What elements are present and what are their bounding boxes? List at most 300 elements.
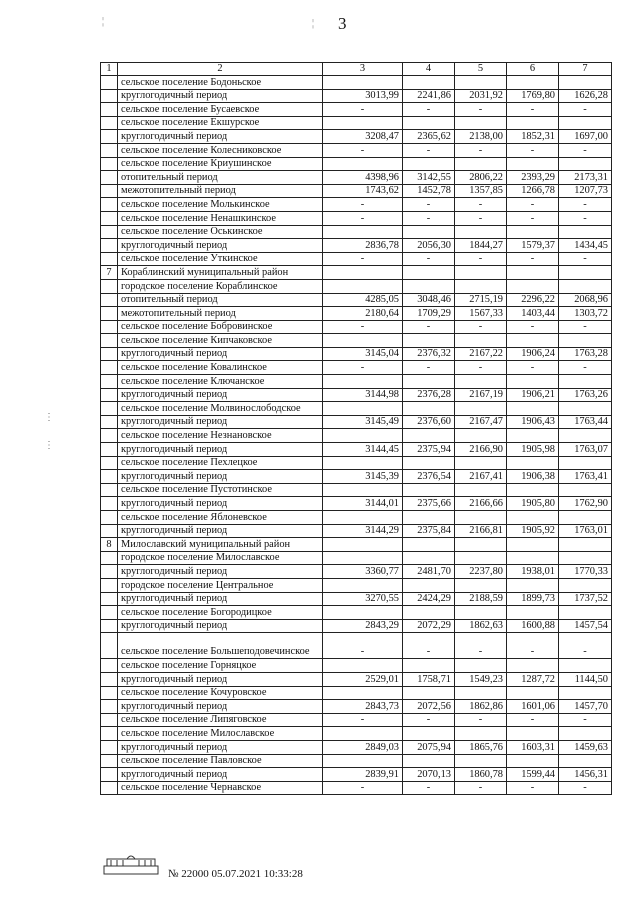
value-cell: 1626,28 — [559, 89, 612, 103]
value-cell — [455, 375, 507, 389]
value-cell: - — [559, 198, 612, 212]
row-index-cell — [101, 89, 118, 103]
header-cell: 7 — [559, 63, 612, 76]
row-index-cell — [101, 293, 118, 307]
value-cell — [455, 279, 507, 293]
value-cell — [323, 659, 403, 673]
value-cell — [559, 456, 612, 470]
row-index-cell — [101, 672, 118, 686]
value-cell: 2166,66 — [455, 497, 507, 511]
row-name-cell: сельское поселение Пустотинское — [118, 483, 323, 497]
value-cell: 3145,49 — [323, 415, 403, 429]
stamp-logo-icon — [103, 853, 159, 875]
value-cell — [323, 266, 403, 280]
table-row — [101, 443, 612, 457]
value-cell — [559, 686, 612, 700]
row-index-cell — [101, 252, 118, 266]
header-cell: 1 — [101, 63, 118, 76]
value-cell: - — [323, 633, 403, 659]
value-cell — [455, 266, 507, 280]
value-cell: 2806,22 — [455, 171, 507, 185]
row-index-cell — [101, 713, 118, 727]
value-cell — [403, 76, 455, 90]
table-row — [101, 76, 612, 90]
value-cell — [323, 76, 403, 90]
row-name-cell: круглогодичный период — [118, 415, 323, 429]
row-index-cell — [101, 740, 118, 754]
value-cell — [559, 225, 612, 239]
table-row — [101, 103, 612, 117]
value-cell — [323, 511, 403, 525]
value-cell: 2376,32 — [403, 347, 455, 361]
value-cell — [507, 402, 559, 416]
table-row — [101, 279, 612, 293]
value-cell: 1579,37 — [507, 239, 559, 253]
value-cell: - — [559, 320, 612, 334]
row-index-cell — [101, 279, 118, 293]
table-row — [101, 483, 612, 497]
value-cell: - — [403, 198, 455, 212]
margin-mark: ⋮ — [44, 440, 54, 451]
value-cell — [323, 279, 403, 293]
value-cell: 1862,86 — [455, 700, 507, 714]
value-cell — [403, 659, 455, 673]
table-row — [101, 415, 612, 429]
value-cell — [559, 727, 612, 741]
value-cell — [559, 511, 612, 525]
row-name-cell: Кораблинский муниципальный район — [118, 266, 323, 280]
value-cell: - — [559, 143, 612, 157]
row-name-cell: круглогодичный период — [118, 768, 323, 782]
row-index-cell — [101, 456, 118, 470]
value-cell: 2167,22 — [455, 347, 507, 361]
tariff-table — [100, 62, 612, 795]
value-cell — [507, 266, 559, 280]
value-cell: 3142,55 — [403, 171, 455, 185]
value-cell: 2241,86 — [403, 89, 455, 103]
value-cell — [559, 483, 612, 497]
row-index-cell — [101, 171, 118, 185]
value-cell: - — [455, 320, 507, 334]
table-row — [101, 429, 612, 443]
value-cell: 1357,85 — [455, 184, 507, 198]
value-cell: 1603,31 — [507, 740, 559, 754]
value-cell — [507, 456, 559, 470]
row-index-cell — [101, 307, 118, 321]
row-name-cell: круглогодичный период — [118, 239, 323, 253]
header-cell: 3 — [323, 63, 403, 76]
value-cell: - — [455, 633, 507, 659]
value-cell — [403, 511, 455, 525]
value-cell: 1865,76 — [455, 740, 507, 754]
value-cell — [403, 116, 455, 130]
value-cell — [559, 429, 612, 443]
value-cell: 3144,01 — [323, 497, 403, 511]
value-cell — [403, 686, 455, 700]
value-cell: - — [507, 103, 559, 117]
row-name-cell: круглогодичный период — [118, 672, 323, 686]
value-cell — [507, 538, 559, 552]
row-name-cell: сельское поселение Бусаевское — [118, 103, 323, 117]
value-cell: 2375,84 — [403, 524, 455, 538]
value-cell: - — [507, 211, 559, 225]
value-cell — [323, 686, 403, 700]
row-name-cell: сельское поселение Молвинослободское — [118, 402, 323, 416]
value-cell — [559, 754, 612, 768]
row-name-cell: круглогодичный период — [118, 700, 323, 714]
row-name-cell: сельское поселение Горняцкое — [118, 659, 323, 673]
row-index-cell — [101, 184, 118, 198]
row-name-cell: круглогодичный период — [118, 443, 323, 457]
value-cell — [559, 266, 612, 280]
table-row — [101, 388, 612, 402]
value-cell: - — [507, 633, 559, 659]
row-name-cell: сельское поселение Яблоневское — [118, 511, 323, 525]
table-row — [101, 551, 612, 565]
row-index-cell — [101, 388, 118, 402]
row-name-cell: сельское поселение Бобровинское — [118, 320, 323, 334]
value-cell: - — [403, 252, 455, 266]
row-name-cell: круглогодичный период — [118, 740, 323, 754]
value-cell: 2167,47 — [455, 415, 507, 429]
value-cell: 1860,78 — [455, 768, 507, 782]
value-cell: 3208,47 — [323, 130, 403, 144]
value-cell — [559, 375, 612, 389]
value-cell — [323, 538, 403, 552]
row-name-cell: круглогодичный период — [118, 347, 323, 361]
row-index-cell — [101, 239, 118, 253]
value-cell — [323, 727, 403, 741]
value-cell — [507, 606, 559, 620]
table-row — [101, 592, 612, 606]
row-index-cell — [101, 578, 118, 592]
value-cell — [507, 334, 559, 348]
value-cell: - — [559, 781, 612, 795]
table-row — [101, 565, 612, 579]
value-cell: 2836,78 — [323, 239, 403, 253]
value-cell — [323, 402, 403, 416]
row-index-cell — [101, 619, 118, 633]
row-index-cell — [101, 659, 118, 673]
header-cell: 6 — [507, 63, 559, 76]
row-name-cell: отопительный период — [118, 293, 323, 307]
value-cell — [323, 754, 403, 768]
value-cell — [455, 578, 507, 592]
row-index-cell — [101, 592, 118, 606]
value-cell: 2839,91 — [323, 768, 403, 782]
value-cell: - — [455, 198, 507, 212]
row-index-cell — [101, 225, 118, 239]
value-cell — [507, 686, 559, 700]
row-index-cell — [101, 143, 118, 157]
table-row — [101, 402, 612, 416]
value-cell: 1459,63 — [559, 740, 612, 754]
value-cell: 2031,92 — [455, 89, 507, 103]
row-name-cell: сельское поселение Кипчаковское — [118, 334, 323, 348]
value-cell: 2365,62 — [403, 130, 455, 144]
table-row — [101, 700, 612, 714]
value-cell: 4398,96 — [323, 171, 403, 185]
row-name-cell: круглогодичный период — [118, 565, 323, 579]
table-row — [101, 511, 612, 525]
table-row — [101, 116, 612, 130]
value-cell: 1852,31 — [507, 130, 559, 144]
value-cell: 1457,54 — [559, 619, 612, 633]
row-name-cell: сельское поселение Екшурское — [118, 116, 323, 130]
value-cell: 1770,33 — [559, 565, 612, 579]
row-name-cell: круглогодичный период — [118, 497, 323, 511]
value-cell: 1762,90 — [559, 497, 612, 511]
value-cell: - — [559, 103, 612, 117]
row-index-cell — [101, 727, 118, 741]
value-cell: 1697,00 — [559, 130, 612, 144]
value-cell: - — [455, 252, 507, 266]
value-cell — [323, 225, 403, 239]
value-cell: 3013,99 — [323, 89, 403, 103]
table-row — [101, 239, 612, 253]
value-cell — [323, 578, 403, 592]
row-name-cell: сельское поселение Милославское — [118, 727, 323, 741]
value-cell: - — [507, 361, 559, 375]
value-cell — [559, 659, 612, 673]
value-cell: 1601,06 — [507, 700, 559, 714]
value-cell — [403, 375, 455, 389]
value-cell: 3144,45 — [323, 443, 403, 457]
value-cell: 1763,26 — [559, 388, 612, 402]
table-row — [101, 266, 612, 280]
table-row — [101, 184, 612, 198]
row-index-cell — [101, 347, 118, 361]
row-index-cell — [101, 700, 118, 714]
margin-mark: ⋮ — [44, 412, 54, 423]
row-index-cell — [101, 551, 118, 565]
value-cell — [507, 116, 559, 130]
value-cell — [455, 76, 507, 90]
row-name-cell: городское поселение Кораблинское — [118, 279, 323, 293]
row-index-cell — [101, 768, 118, 782]
value-cell — [403, 279, 455, 293]
table-row — [101, 211, 612, 225]
value-cell: - — [559, 211, 612, 225]
value-cell — [507, 659, 559, 673]
value-cell: 2376,60 — [403, 415, 455, 429]
value-cell — [455, 225, 507, 239]
value-cell — [455, 511, 507, 525]
row-index-cell — [101, 606, 118, 620]
row-index-cell — [101, 524, 118, 538]
value-cell: 1769,80 — [507, 89, 559, 103]
value-cell: - — [403, 143, 455, 157]
value-cell: 2138,00 — [455, 130, 507, 144]
value-cell: 3270,55 — [323, 592, 403, 606]
value-cell — [559, 606, 612, 620]
row-index-cell — [101, 483, 118, 497]
row-name-cell: сельское поселение Кочуровское — [118, 686, 323, 700]
row-index-cell — [101, 103, 118, 117]
row-index-cell — [101, 157, 118, 171]
value-cell: 1763,28 — [559, 347, 612, 361]
table-row — [101, 307, 612, 321]
row-name-cell: сельское поселение Колесниковское — [118, 143, 323, 157]
value-cell: - — [323, 781, 403, 795]
value-cell — [559, 157, 612, 171]
value-cell: - — [507, 320, 559, 334]
value-cell: - — [323, 211, 403, 225]
row-index-cell — [101, 686, 118, 700]
value-cell — [455, 551, 507, 565]
value-cell: - — [323, 103, 403, 117]
table-row — [101, 606, 612, 620]
row-name-cell: сельское поселение Ключанское — [118, 375, 323, 389]
value-cell: 1905,92 — [507, 524, 559, 538]
row-name-cell: круглогодичный период — [118, 592, 323, 606]
row-name-cell: сельское поселение Криушинское — [118, 157, 323, 171]
value-cell: 2173,31 — [559, 171, 612, 185]
value-cell — [455, 456, 507, 470]
value-cell: 1906,38 — [507, 470, 559, 484]
value-cell — [559, 551, 612, 565]
value-cell — [403, 334, 455, 348]
header-cell: 5 — [455, 63, 507, 76]
row-name-cell: сельское поселение Оськинское — [118, 225, 323, 239]
value-cell: - — [323, 198, 403, 212]
value-cell — [455, 727, 507, 741]
value-cell: 2075,94 — [403, 740, 455, 754]
row-name-cell: городское поселение Центральное — [118, 578, 323, 592]
table-row — [101, 633, 612, 659]
value-cell — [403, 483, 455, 497]
value-cell: 3144,29 — [323, 524, 403, 538]
value-cell — [455, 659, 507, 673]
row-index-cell — [101, 429, 118, 443]
value-cell: - — [455, 143, 507, 157]
value-cell: 1844,27 — [455, 239, 507, 253]
value-cell: 2529,01 — [323, 672, 403, 686]
value-cell — [403, 225, 455, 239]
value-cell: 1905,98 — [507, 443, 559, 457]
value-cell: 1763,01 — [559, 524, 612, 538]
table-row — [101, 334, 612, 348]
margin-mark: ¦ — [102, 16, 105, 27]
table-row — [101, 470, 612, 484]
row-index-cell — [101, 754, 118, 768]
row-name-cell: круглогодичный период — [118, 619, 323, 633]
value-cell: 1938,01 — [507, 565, 559, 579]
row-name-cell: круглогодичный период — [118, 470, 323, 484]
value-cell — [323, 157, 403, 171]
value-cell — [507, 511, 559, 525]
value-cell — [403, 266, 455, 280]
value-cell — [323, 483, 403, 497]
value-cell: 2843,73 — [323, 700, 403, 714]
value-cell — [455, 116, 507, 130]
table-row — [101, 538, 612, 552]
table-row — [101, 143, 612, 157]
value-cell: 1144,50 — [559, 672, 612, 686]
table-row — [101, 497, 612, 511]
value-cell — [455, 157, 507, 171]
value-cell: - — [559, 252, 612, 266]
value-cell: 3048,46 — [403, 293, 455, 307]
value-cell: 2167,41 — [455, 470, 507, 484]
header-cell: 4 — [403, 63, 455, 76]
value-cell — [455, 429, 507, 443]
value-cell: 2072,29 — [403, 619, 455, 633]
value-cell — [559, 538, 612, 552]
value-cell: - — [323, 143, 403, 157]
value-cell: - — [323, 320, 403, 334]
table-row — [101, 320, 612, 334]
row-index-cell — [101, 334, 118, 348]
table-row — [101, 754, 612, 768]
value-cell — [559, 402, 612, 416]
value-cell — [559, 334, 612, 348]
value-cell — [455, 538, 507, 552]
table-row — [101, 619, 612, 633]
value-cell: - — [507, 143, 559, 157]
value-cell — [507, 375, 559, 389]
value-cell: 1906,43 — [507, 415, 559, 429]
table-header-row — [101, 63, 612, 76]
row-name-cell: межотопительный период — [118, 184, 323, 198]
value-cell: 2188,59 — [455, 592, 507, 606]
value-cell: 2068,96 — [559, 293, 612, 307]
document-registration-footer: № 22000 05.07.2021 10:33:28 — [168, 868, 303, 880]
value-cell: - — [323, 252, 403, 266]
value-cell: - — [559, 361, 612, 375]
row-name-cell: сельское поселение Ненашкинское — [118, 211, 323, 225]
table-row — [101, 252, 612, 266]
value-cell: - — [455, 361, 507, 375]
value-cell: 1207,73 — [559, 184, 612, 198]
row-index-cell — [101, 130, 118, 144]
table-row — [101, 293, 612, 307]
value-cell — [403, 551, 455, 565]
value-cell — [507, 157, 559, 171]
value-cell: 3144,98 — [323, 388, 403, 402]
value-cell: 1737,52 — [559, 592, 612, 606]
value-cell — [323, 334, 403, 348]
value-cell: - — [403, 781, 455, 795]
row-name-cell: сельское поселение Богородицкое — [118, 606, 323, 620]
margin-mark: ¦ — [312, 18, 315, 29]
value-cell — [323, 375, 403, 389]
table-row — [101, 347, 612, 361]
value-cell: 3145,39 — [323, 470, 403, 484]
value-cell: 1758,71 — [403, 672, 455, 686]
row-name-cell: городское поселение Милославское — [118, 551, 323, 565]
table-row — [101, 198, 612, 212]
row-index-cell — [101, 361, 118, 375]
row-index-cell — [101, 402, 118, 416]
value-cell — [323, 456, 403, 470]
row-index-cell — [101, 781, 118, 795]
value-cell — [323, 116, 403, 130]
value-cell — [507, 551, 559, 565]
value-cell: 1763,07 — [559, 443, 612, 457]
table-row — [101, 361, 612, 375]
table-row — [101, 157, 612, 171]
value-cell: 2056,30 — [403, 239, 455, 253]
value-cell: - — [323, 713, 403, 727]
value-cell: - — [455, 103, 507, 117]
value-cell: 2376,28 — [403, 388, 455, 402]
value-cell: - — [507, 713, 559, 727]
value-cell: - — [455, 713, 507, 727]
value-cell: 2180,64 — [323, 307, 403, 321]
row-name-cell: сельское поселение Липяговское — [118, 713, 323, 727]
value-cell: - — [507, 781, 559, 795]
